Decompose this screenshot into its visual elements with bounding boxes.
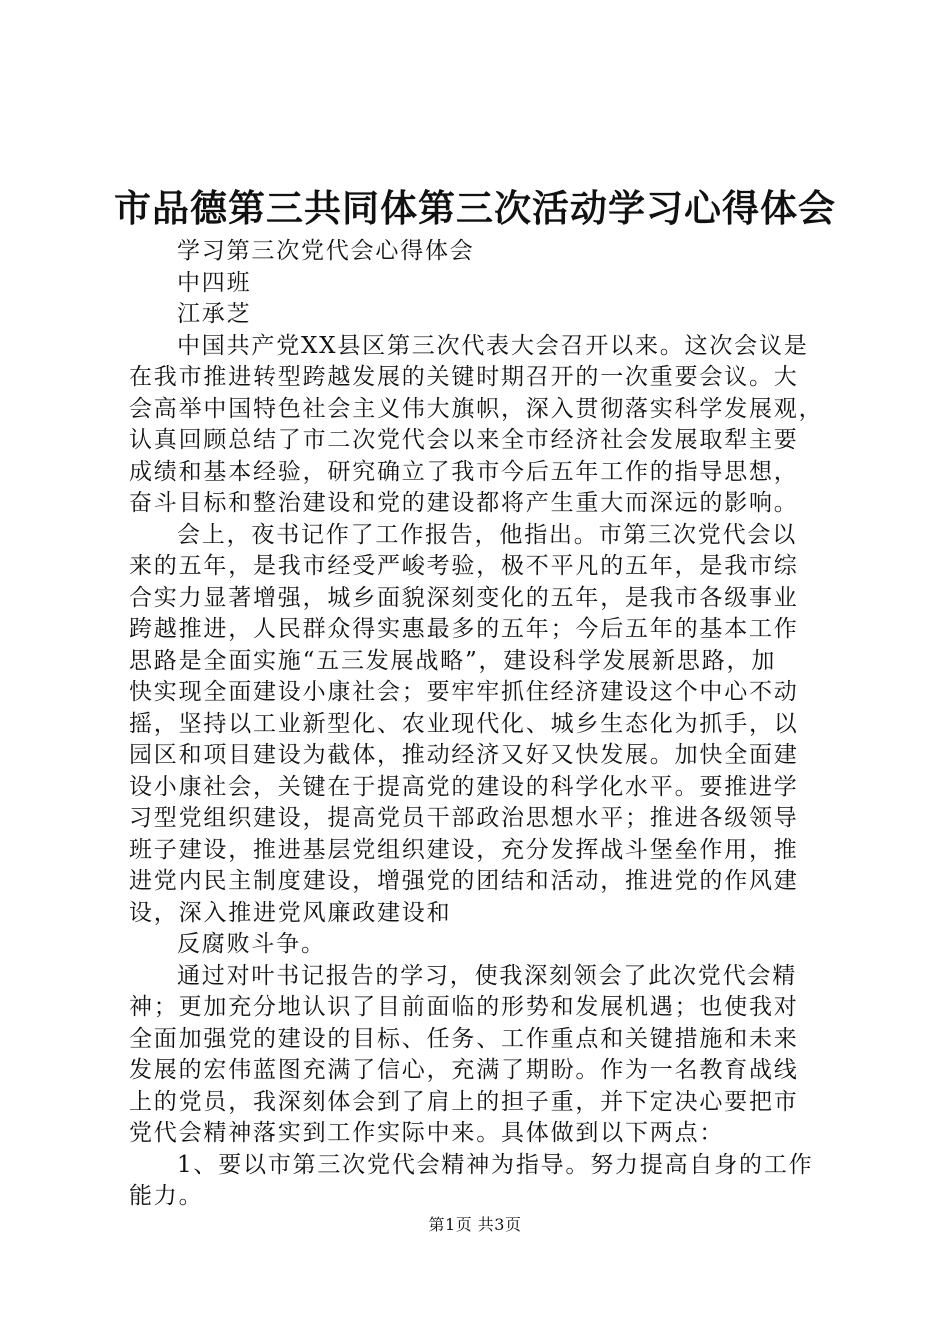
document-title: 市品德第三共同体第三次活动学习心得体会 (114, 186, 836, 230)
text-line: 进党内民主制度建设，增强党的团结和活动，推进党的作风建 (129, 868, 799, 894)
text-line: 会高举中国特色社会主义伟大旗帜，深入贯彻落实科学发展观， (129, 395, 824, 422)
text-line: 1、要以市第三次党代会精神为指导。努力提高自身的工作 (177, 1151, 814, 1178)
text-line: 班子建设，推进基层党组织建设，充分发挥战斗堡垒作用，推 (129, 836, 799, 863)
text-line: 快实现全面建设小康社会；要牢牢抓住经济建设这个中心不动 (129, 679, 799, 705)
text-line: 江承芝 (177, 301, 252, 327)
text-line: 成绩和基本经验，研究确立了我市今后五年工作的指导思想， (129, 458, 799, 485)
text-line: 党代会精神落实到工作实际中来。具体做到以下两点： (129, 1120, 725, 1146)
text-line: 全面加强党的建设的目标、任务、工作重点和关键措施和未来 (129, 1025, 799, 1052)
text-line: 能力。 (129, 1183, 204, 1209)
text-line: 反腐败斗争。 (177, 931, 326, 957)
document-body (129, 236, 835, 1213)
text-line: 来的五年，是我市经受严峻考验，极不平凡的五年，是我市综 (129, 553, 799, 579)
text-line: 奋斗目标和整治建设和党的建设都将产生重大而深远的影响。 (129, 490, 799, 516)
text-line: 园区和项目建设为截体，推动经济又好又快发展。加快全面建 (129, 742, 799, 768)
text-line: 学习第三次党代会心得体会 (177, 238, 475, 264)
text-line: 设，深入推进党风廉政建设和 (129, 899, 452, 926)
text-line: 会上，夜书记作了工作报告，他指出。市第三次党代会以 (177, 521, 797, 548)
text-line: 中国共产党XX县区第三次代表大会召开以来。这次会议是 (177, 332, 809, 359)
text-line: 通过对叶书记报告的学习，使我深刻领会了此次党代会精 (177, 962, 797, 989)
text-line: 设小康社会，关键在于提高党的建设的科学化水平。要推进学 (129, 773, 799, 800)
text-line: 跨越推进，人民群众得实惠最多的五年；今后五年的基本工作 (129, 616, 799, 642)
text-line: 上的党员，我深刻体会到了肩上的担子重，并下定决心要把市 (129, 1088, 799, 1115)
text-line: 认真回顾总结了市二次党代会以来全市经济社会发展取犁主要 (129, 427, 799, 453)
text-line: 思路是全面实施“五三发展战略”，建设科学发展新思路，加 (129, 647, 777, 674)
text-line: 神；更加充分地认识了目前面临的形势和发展机遇；也使我对 (129, 994, 799, 1020)
text-line: 中四班 (177, 269, 252, 296)
text-line: 合实力显著增强，城乡面貌深刻变化的五年，是我市各级事业 (129, 584, 799, 611)
text-line: 发展的宏伟蓝图充满了信心，充满了期盼。作为一名教育战线 (129, 1057, 799, 1083)
text-line: 在我市推进转型跨越发展的关键时期召开的一次重要会议。大 (129, 364, 799, 390)
text-line: 习型党组织建设，提高党员干部政治思想水平；推进各级领导 (129, 805, 799, 831)
page-footer: 第1页 共3页 (428, 1215, 522, 1234)
text-line: 摇，坚持以工业新型化、农业现代化、城乡生态化为抓手，以 (129, 710, 799, 737)
